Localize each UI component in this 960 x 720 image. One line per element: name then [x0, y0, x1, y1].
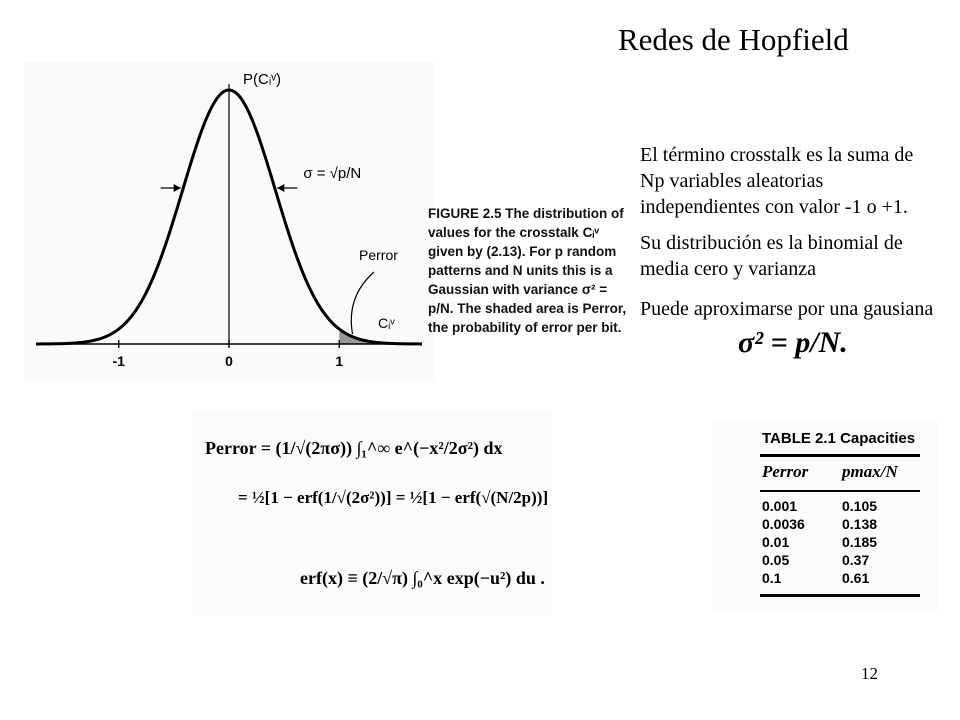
gaussian-figure [24, 62, 434, 380]
table-header-perror: Perror [762, 462, 809, 481]
erf-definition: erf(x) ≡ (2/√π) ∫₀^x exp(−u²) du . [300, 568, 545, 588]
perror-equation: Perror = (1/√(2πσ)) ∫₁^∞ e^(−x²/2σ²) dx [205, 438, 503, 458]
capacities-table [712, 420, 938, 610]
paragraph-distribution: Su distribución es la binomial de media cero y varianza [640, 232, 903, 280]
x-tick-label: -1 [112, 353, 125, 369]
table-header [762, 462, 922, 482]
table-header-pmax: pmax/N [842, 462, 898, 481]
figure-caption: FIGURE 2.5 The distribution of values for the crosstalk Cᵢᵛ given by (2.13). For p random patterns and N units this is a Gaussian with variance σ² = p/N. The shaded area is Perror, the probability of error per bit. [428, 206, 627, 335]
variance-formula: σ² = p/N. [738, 326, 848, 359]
x-tick-label: 1 [335, 353, 344, 369]
y-axis-label: P(Cᵢᵛ) [243, 71, 282, 88]
slide-title: Redes de Hopfield [618, 22, 849, 57]
sigma-label: σ = √p/N [303, 165, 362, 182]
table-row: 0.01 0.185 [762, 534, 878, 550]
x-tick-label: 0 [225, 353, 233, 369]
page-number: 12 [861, 664, 878, 683]
table-bottom-rule [760, 594, 920, 597]
table-top-rule [760, 454, 920, 457]
table-mid-rule [760, 490, 920, 492]
table-row: 0.0036 0.138 [762, 516, 878, 532]
paragraph-crosstalk: El término crosstalk es la suma de Np variables aleatorias independientes con valor -1 o +1. [640, 144, 914, 218]
perror-label: Perror [359, 247, 398, 263]
crosstalk-label: Cᵢᵛ [378, 315, 395, 331]
paragraph-gaussian: Puede aproximarse por una gausiana [640, 298, 934, 320]
table-row: 0.001 0.105 [762, 498, 878, 514]
table-row: 0.05 0.37 [762, 552, 870, 568]
table-title: TABLE 2.1 Capacities [762, 430, 916, 447]
table-row: 0.1 0.61 [762, 570, 870, 586]
slide-body [640, 142, 940, 332]
perror-equation-erf: = ½[1 − erf(1/√(2σ²))] = ½[1 − erf(√(N/2p))] [238, 488, 549, 507]
